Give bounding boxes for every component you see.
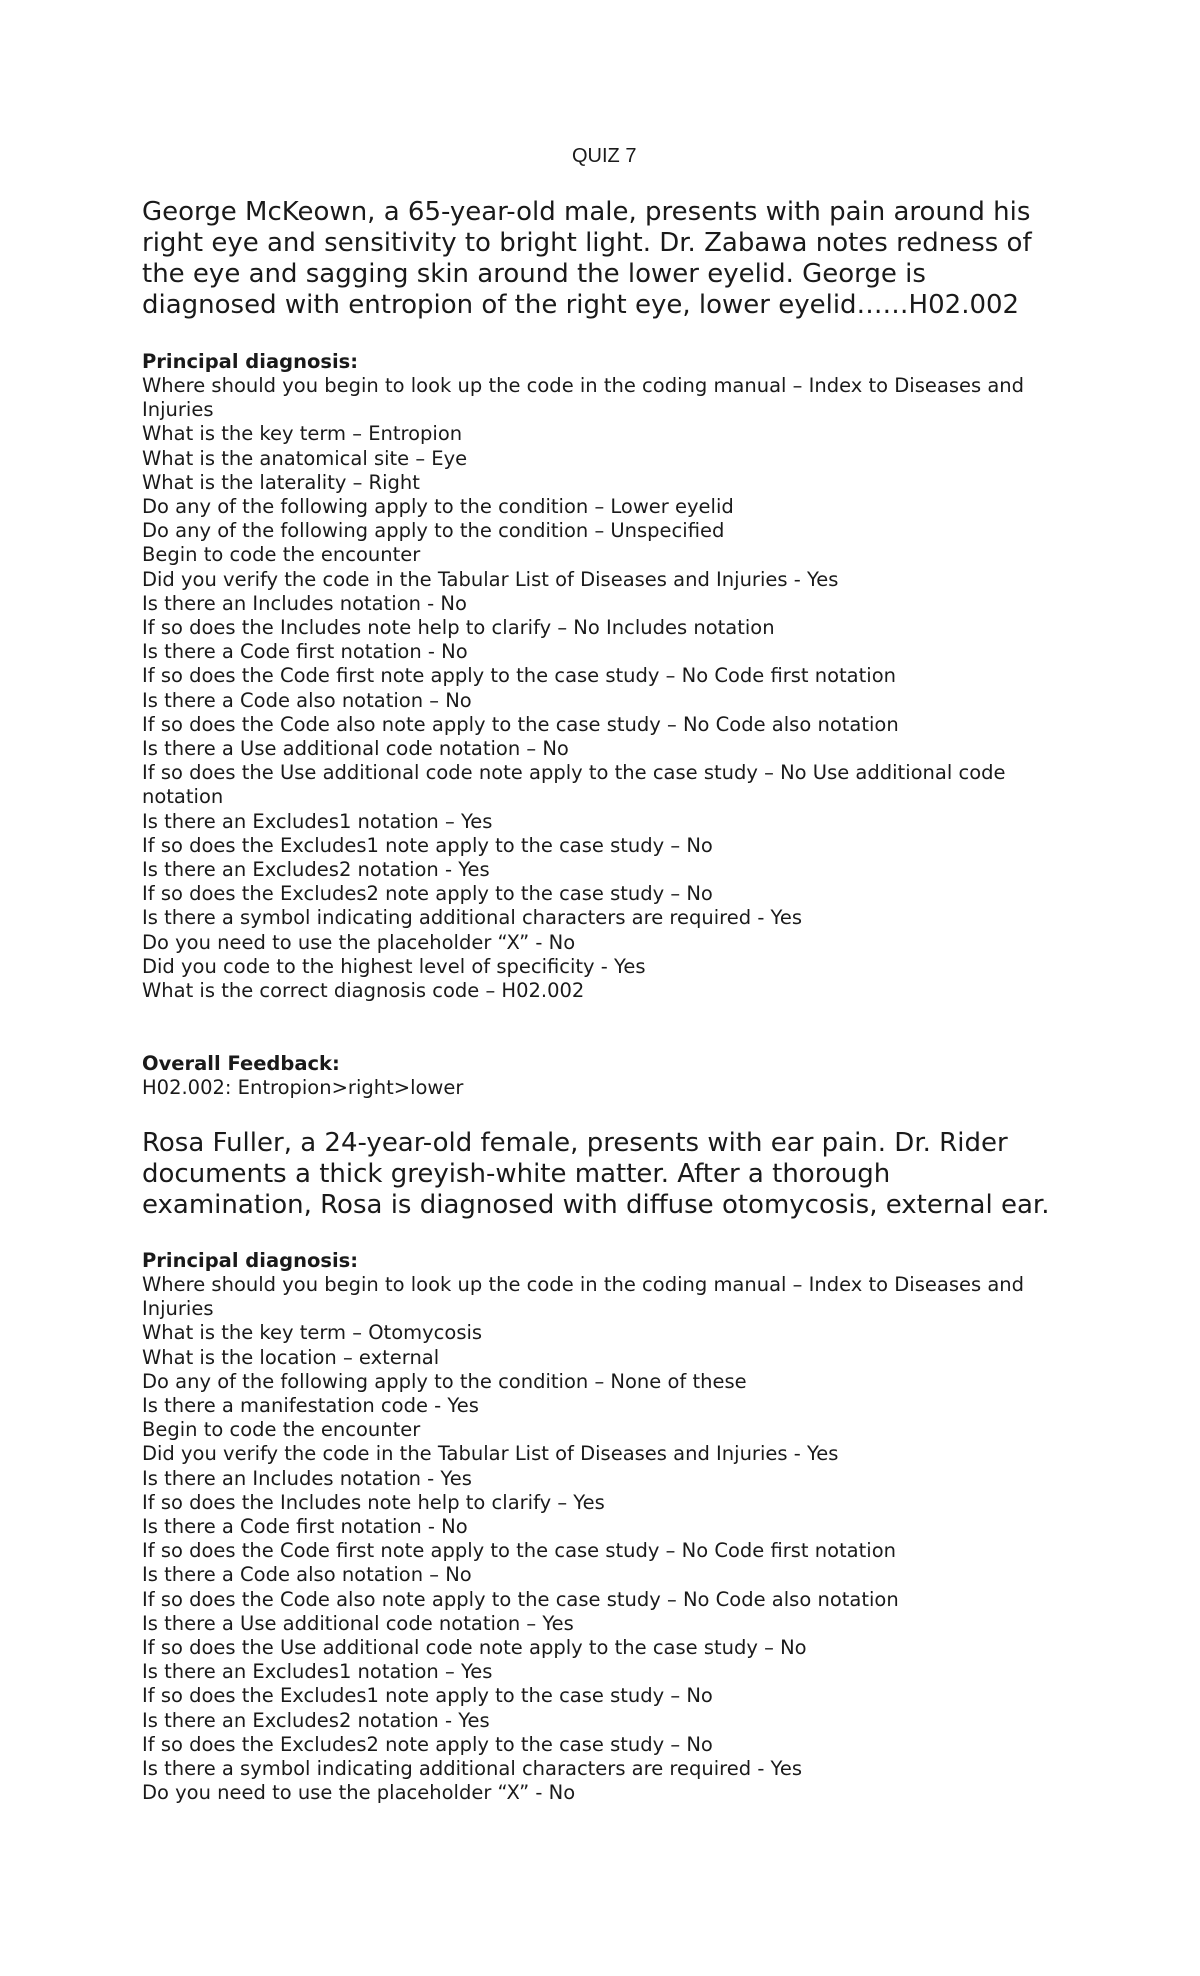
question-line: Is there a Code also notation – No bbox=[142, 688, 472, 712]
question-line: Did you verify the code in the Tabular List of Diseases and Injuries - Yes bbox=[142, 1442, 839, 1466]
question-line: If so does the Code first note apply to the case study – No Code first notation bbox=[142, 664, 896, 688]
question-line: Is there a symbol indicating additional characters are required - Yes bbox=[142, 906, 803, 930]
case-1-question-list bbox=[142, 374, 1082, 1003]
feedback-text: H02.002: Entropion>right>lower bbox=[142, 1076, 464, 1099]
question-line: Begin to code the encounter bbox=[142, 1418, 421, 1442]
question-line: Begin to code the encounter bbox=[142, 543, 421, 567]
question-line: Where should you begin to look up the code in the coding manual – Index to Diseases and Injuries bbox=[142, 374, 1025, 422]
question-line: Is there a Use additional code notation – No bbox=[142, 737, 569, 761]
question-line: Is there a symbol indicating additional characters are required - Yes bbox=[142, 1757, 803, 1781]
question-line: If so does the Excludes1 note apply to the case study – No bbox=[142, 1684, 713, 1708]
question-line: Is there an Excludes2 notation - Yes bbox=[142, 1708, 490, 1732]
question-line: Is there a Use additional code notation – Yes bbox=[142, 1611, 574, 1635]
question-line: What is the key term – Entropion bbox=[142, 422, 463, 446]
case-1-scenario: George McKeown, a 65-year-old male, presents with pain around his right eye and sensitivity to bright light. Dr. Zabawa notes redness of the eye and sagging skin around the lower eyelid. George is diagnosed with entropion of the right eye, lower eyelid……H02.002 bbox=[142, 197, 1032, 320]
question-line: Is there an Excludes2 notation - Yes bbox=[142, 858, 490, 882]
question-line: Do you need to use the placeholder “X” - No bbox=[142, 1781, 576, 1805]
question-line: Do any of the following apply to the condition – Unspecified bbox=[142, 519, 725, 543]
question-line: If so does the Excludes1 note apply to the case study – No bbox=[142, 833, 713, 857]
question-line: Is there a manifestation code - Yes bbox=[142, 1394, 479, 1418]
question-line: Is there an Includes notation - Yes bbox=[142, 1466, 472, 1490]
question-line: Is there a Code also notation – No bbox=[142, 1563, 472, 1587]
question-line: If so does the Code first note apply to the case study – No Code first notation bbox=[142, 1539, 896, 1563]
case-2-scenario: Rosa Fuller, a 24-year-old female, presents with ear pain. Dr. Rider documents a thick greyish-white matter. After a thorough examination, Rosa is diagnosed with diffuse otomycosis, external ear. bbox=[142, 1128, 1050, 1220]
case-2-principal-diagnosis-heading: Principal diagnosis: bbox=[142, 1249, 359, 1272]
question-line: What is the laterality – Right bbox=[142, 470, 420, 494]
question-line: Do you need to use the placeholder “X” - No bbox=[142, 930, 576, 954]
case-2-question-list bbox=[142, 1273, 1082, 1805]
question-line: Did you verify the code in the Tabular List of Diseases and Injuries - Yes bbox=[142, 567, 839, 591]
question-line: If so does the Excludes2 note apply to the case study – No bbox=[142, 882, 713, 906]
quiz-title: QUIZ 7 bbox=[572, 145, 637, 167]
question-line: If so does the Code also note apply to the case study – No Code also notation bbox=[142, 712, 899, 736]
question-line: If so does the Includes note help to clarify – No Includes notation bbox=[142, 616, 775, 640]
feedback-heading: Overall Feedback: bbox=[142, 1052, 340, 1075]
question-line: If so does the Excludes2 note apply to the case study – No bbox=[142, 1732, 713, 1756]
question-line: Is there an Excludes1 notation – Yes bbox=[142, 809, 493, 833]
question-line: What is the key term – Otomycosis bbox=[142, 1321, 483, 1345]
question-line: If so does the Use additional code note apply to the case study – No Use additional code notation bbox=[142, 761, 1006, 809]
question-line: Where should you begin to look up the code in the coding manual – Index to Diseases and Injuries bbox=[142, 1273, 1025, 1321]
question-line: Do any of the following apply to the condition – Lower eyelid bbox=[142, 495, 734, 519]
question-line: Is there an Includes notation - No bbox=[142, 591, 467, 615]
question-line: Is there a Code first notation - No bbox=[142, 1515, 468, 1539]
case-1-principal-diagnosis-heading: Principal diagnosis: bbox=[142, 350, 359, 373]
case-1-feedback bbox=[142, 1052, 1082, 1100]
question-line: Is there an Excludes1 notation – Yes bbox=[142, 1660, 493, 1684]
case-study-1 bbox=[142, 197, 1082, 1003]
question-line: What is the location – external bbox=[142, 1345, 440, 1369]
question-line: Do any of the following apply to the condition – None of these bbox=[142, 1369, 747, 1393]
question-line: If so does the Use additional code note apply to the case study – No bbox=[142, 1636, 807, 1660]
question-line: What is the correct diagnosis code – H02.002 bbox=[142, 979, 585, 1003]
case-study-2 bbox=[142, 1128, 1082, 1805]
question-line: Did you code to the highest level of specificity - Yes bbox=[142, 954, 646, 978]
question-line: If so does the Code also note apply to the case study – No Code also notation bbox=[142, 1587, 899, 1611]
question-line: Is there a Code first notation - No bbox=[142, 640, 468, 664]
question-line: What is the anatomical site – Eye bbox=[142, 446, 468, 470]
question-line: If so does the Includes note help to clarify – Yes bbox=[142, 1490, 605, 1514]
